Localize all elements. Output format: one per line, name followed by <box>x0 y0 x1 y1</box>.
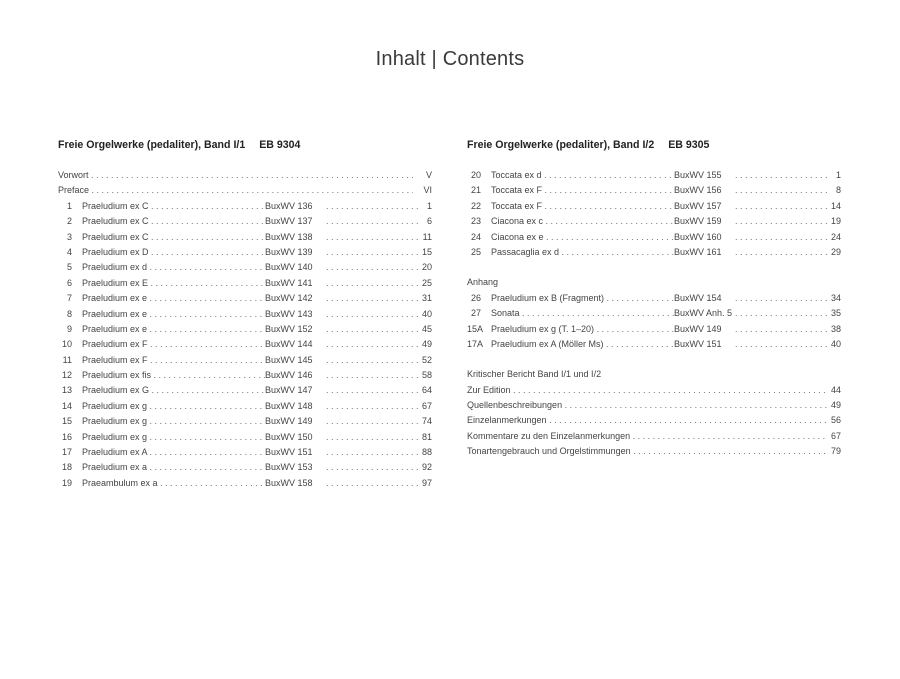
entry-page: 49 <box>830 400 841 411</box>
entry-page: 20 <box>421 262 432 273</box>
entry-catalogue-number: BuxWV 138 <box>265 231 313 242</box>
entry-number: 14 <box>61 400 72 411</box>
entry-page: 40 <box>421 308 432 319</box>
entry-number: 2 <box>66 216 72 227</box>
toc-row <box>58 214 432 229</box>
dot-leader <box>326 245 418 260</box>
toc-row <box>58 245 432 260</box>
entry-page: 11 <box>422 231 432 242</box>
dot-leader <box>326 414 418 429</box>
entry-catalogue-number: BuxWV 154 <box>674 292 722 303</box>
entry-page: 88 <box>421 447 432 458</box>
entry-title: Kommentare zu den Einzelanmerkungen . . . <box>467 429 827 444</box>
entry-catalogue-number: BuxWV 140 <box>265 262 313 273</box>
toc-row <box>58 337 432 352</box>
entry-title: Toccata ex F . . . <box>491 183 674 198</box>
entry-title: Tonartengebrauch und Orgelstimmungen . . . <box>467 444 827 459</box>
toc-row <box>58 168 432 183</box>
entry-catalogue-number: BuxWV 137 <box>265 216 313 227</box>
entry-page: 92 <box>421 462 432 473</box>
entry-title: Praeludium ex e . . . <box>82 322 265 337</box>
entry-title: Praeambulum ex a . . . <box>82 476 265 491</box>
dot-leader <box>326 337 418 352</box>
entry-page: 58 <box>421 370 432 381</box>
critical-report-label: Kritischer Bericht Band I/1 und I/2 <box>467 369 602 380</box>
toc-row <box>467 306 841 321</box>
entry-catalogue-number: BuxWV 151 <box>265 447 313 458</box>
entry-title: Praeludium ex A . . . <box>82 445 265 460</box>
entry-page: 97 <box>421 477 432 488</box>
dot-leader <box>735 337 827 352</box>
dot-leader <box>326 430 418 445</box>
entry-title: Praeludium ex C . . . <box>82 199 265 214</box>
entry-title: Praeludium ex g (T. 1–20) . . . <box>491 322 674 337</box>
toc-row <box>58 445 432 460</box>
entry-catalogue-number: BuxWV 158 <box>265 477 313 488</box>
dot-leader <box>326 322 418 337</box>
dot-leader <box>326 353 418 368</box>
entry-catalogue-number: BuxWV 157 <box>674 200 722 211</box>
entry-title: Praeludium ex fis . . . <box>82 368 265 383</box>
toc-row <box>58 291 432 306</box>
dot-leader <box>326 445 418 460</box>
dot-leader <box>735 230 827 245</box>
entry-page: 6 <box>426 216 432 227</box>
entry-number: 6 <box>66 277 72 288</box>
toc-row <box>467 337 841 352</box>
toc-row <box>58 260 432 275</box>
entry-catalogue-number: BuxWV 147 <box>265 385 313 396</box>
entry-title: Praeludium ex e . . . <box>82 291 265 306</box>
entry-page: 64 <box>421 385 432 396</box>
toc-row <box>58 183 432 198</box>
entry-page: 8 <box>835 185 841 196</box>
toc-column-band-1-2 <box>467 138 841 460</box>
entry-page: 19 <box>830 216 841 227</box>
toc-row <box>467 245 841 260</box>
entry-number: 10 <box>61 339 72 350</box>
entry-number: 25 <box>470 246 481 257</box>
entry-title: Quellenbeschreibungen . . . <box>467 398 827 413</box>
entry-title: Praeludium ex G . . . <box>82 383 265 398</box>
dot-leader <box>326 476 418 491</box>
toc-row <box>58 230 432 245</box>
entry-number: 23 <box>470 216 481 227</box>
toc-row <box>58 430 432 445</box>
entry-page: 1 <box>426 200 432 211</box>
entry-number: 27 <box>470 308 481 319</box>
critical-report-list <box>467 383 841 460</box>
toc-row <box>58 307 432 322</box>
toc-row <box>467 429 841 444</box>
toc-row <box>467 398 841 413</box>
entry-catalogue-number: BuxWV 146 <box>265 370 313 381</box>
front-matter-list <box>58 168 432 199</box>
entry-page: 1 <box>835 170 841 180</box>
entry-title: Praeludium ex g . . . <box>82 414 265 429</box>
dot-leader <box>326 399 418 414</box>
toc-row <box>467 199 841 214</box>
entry-number: 8 <box>66 308 72 319</box>
toc-row <box>58 276 432 291</box>
entry-page: 35 <box>830 308 841 319</box>
entry-page: 29 <box>830 246 841 257</box>
entry-title: Praeludium ex F . . . <box>82 353 265 368</box>
appendix-label: Anhang <box>467 277 499 288</box>
entry-page: VI <box>423 185 432 196</box>
dot-leader <box>735 199 827 214</box>
entry-catalogue-number: BuxWV 156 <box>674 185 722 196</box>
entry-catalogue-number: BuxWV 161 <box>674 246 722 257</box>
entry-title: Praeludium ex g . . . <box>82 399 265 414</box>
entry-number: 7 <box>66 293 72 304</box>
entry-number: 17A <box>467 338 484 349</box>
entry-page: 34 <box>830 292 841 303</box>
toc-row <box>467 183 841 198</box>
entry-title: Toccata ex d . . . <box>491 168 674 183</box>
entry-number: 17 <box>61 447 72 458</box>
entry-catalogue-number: BuxWV 148 <box>265 400 313 411</box>
entry-number: 4 <box>66 246 72 257</box>
dot-leader <box>326 383 418 398</box>
toc-row <box>467 383 841 398</box>
edition-code: EB 9305 <box>668 139 710 151</box>
toc-row <box>467 214 841 229</box>
entry-page: 38 <box>830 323 841 334</box>
entry-number: 20 <box>470 170 481 180</box>
entry-page: 24 <box>830 231 841 242</box>
dot-leader <box>326 460 418 475</box>
entry-page: 44 <box>830 384 841 395</box>
entry-page: 15 <box>421 246 432 257</box>
toc-row <box>467 444 841 459</box>
toc-row <box>467 230 841 245</box>
toc-row <box>58 322 432 337</box>
entry-title: Sonata . . . <box>491 306 674 321</box>
entry-page: 67 <box>830 430 841 441</box>
works-list <box>58 199 432 491</box>
entry-number: 9 <box>66 323 72 334</box>
dot-leader <box>735 306 827 321</box>
entry-number: 1 <box>66 200 72 211</box>
toc-row <box>467 322 841 337</box>
entry-catalogue-number: BuxWV 155 <box>674 170 722 180</box>
entry-title: Preface . . . <box>58 183 413 198</box>
entry-catalogue-number: BuxWV 153 <box>265 462 313 473</box>
column-heading <box>58 138 432 152</box>
entry-number: 12 <box>61 370 72 381</box>
dot-leader <box>326 307 418 322</box>
dot-leader <box>735 168 827 183</box>
entry-catalogue-number: BuxWV 149 <box>674 323 722 334</box>
entry-number: 11 <box>62 354 72 365</box>
entry-page: 25 <box>421 277 432 288</box>
entry-page: 14 <box>830 200 841 211</box>
page-title: Inhalt | Contents <box>375 48 525 70</box>
toc-row <box>58 414 432 429</box>
entry-page: 45 <box>421 323 432 334</box>
entry-title: Toccata ex F . . . <box>491 199 674 214</box>
entry-page: 79 <box>830 446 841 457</box>
dot-leader <box>735 322 827 337</box>
toc-column-band-1-1 <box>58 138 432 491</box>
entry-page: 81 <box>421 431 432 442</box>
entry-catalogue-number: BuxWV 143 <box>265 308 313 319</box>
entry-catalogue-number: BuxWV 144 <box>265 339 313 350</box>
toc-row <box>467 168 841 183</box>
entry-number: 26 <box>470 292 481 303</box>
entry-page: 40 <box>830 338 841 349</box>
dot-leader <box>735 183 827 198</box>
entry-title: Praeludium ex e . . . <box>82 307 265 322</box>
toc-row <box>467 413 841 428</box>
entry-page: 67 <box>421 400 432 411</box>
dot-leader <box>326 199 418 214</box>
entry-title: Praeludium ex D . . . <box>82 245 265 260</box>
volume-title: Freie Orgelwerke (pedaliter), Band I/2 <box>467 139 655 151</box>
entry-title: Praeludium ex g . . . <box>82 430 265 445</box>
toc-row <box>58 353 432 368</box>
entry-number: 18 <box>61 462 72 473</box>
entry-catalogue-number: BuxWV 160 <box>674 231 722 242</box>
entry-number: 24 <box>470 231 481 242</box>
entry-catalogue-number: BuxWV 152 <box>265 323 313 334</box>
works-list <box>467 168 841 260</box>
dot-leader <box>326 260 418 275</box>
toc-row <box>58 476 432 491</box>
entry-title: Einzelanmerkungen . . . <box>467 413 827 428</box>
dot-leader <box>326 230 418 245</box>
entry-catalogue-number: BuxWV 136 <box>265 200 313 211</box>
column-heading <box>467 138 841 152</box>
dot-leader <box>326 291 418 306</box>
entry-catalogue-number: BuxWV 150 <box>265 431 313 442</box>
entry-title: Passacaglia ex d . . . <box>491 245 674 260</box>
toc-row <box>58 383 432 398</box>
entry-number: 19 <box>61 477 72 488</box>
entry-number: 5 <box>66 262 72 273</box>
entry-title: Praeludium ex B (Fragment) . . . <box>491 291 674 306</box>
entry-page: 31 <box>421 293 432 304</box>
dot-leader <box>735 291 827 306</box>
entry-title: Praeludium ex A (Möller Ms) . . . <box>491 337 674 352</box>
entry-catalogue-number: BuxWV 141 <box>265 277 313 288</box>
entry-page: 74 <box>421 416 432 427</box>
entry-number: 15A <box>467 323 484 334</box>
entry-catalogue-number: BuxWV 151 <box>674 338 722 349</box>
entry-title: Vorwort . . . <box>58 168 413 183</box>
appendix-list <box>467 291 841 353</box>
volume-title: Freie Orgelwerke (pedaliter), Band I/1 <box>58 139 246 151</box>
edition-code: EB 9304 <box>259 139 301 151</box>
dot-leader <box>735 245 827 260</box>
entry-title: Ciacona ex c . . . <box>491 214 674 229</box>
dot-leader <box>326 276 418 291</box>
entry-catalogue-number: BuxWV 139 <box>265 246 313 257</box>
entry-title: Praeludium ex C . . . <box>82 214 265 229</box>
entry-number: 3 <box>66 231 72 242</box>
entry-number: 21 <box>470 185 481 196</box>
entry-catalogue-number: BuxWV 142 <box>265 293 313 304</box>
entry-number: 15 <box>61 416 72 427</box>
entry-title: Praeludium ex C . . . <box>82 230 265 245</box>
toc-row <box>58 399 432 414</box>
entry-title: Ciacona ex e . . . <box>491 230 674 245</box>
dot-leader <box>326 368 418 383</box>
entry-page: 52 <box>421 354 432 365</box>
entry-title: Praeludium ex a . . . <box>82 460 265 475</box>
entry-page: V <box>425 170 432 180</box>
entry-number: 16 <box>61 431 72 442</box>
toc-row <box>58 460 432 475</box>
dot-leader <box>326 214 418 229</box>
entry-catalogue-number: BuxWV 149 <box>265 416 313 427</box>
entry-catalogue-number: BuxWV 145 <box>265 354 313 365</box>
entry-title: Zur Edition . . . <box>467 383 827 398</box>
entry-page: 49 <box>421 339 432 350</box>
entry-page: 56 <box>830 415 841 426</box>
toc-row <box>58 199 432 214</box>
dot-leader <box>735 214 827 229</box>
toc-row <box>58 368 432 383</box>
entry-title: Praeludium ex E . . . <box>82 276 265 291</box>
entry-number: 22 <box>470 200 481 211</box>
entry-number: 13 <box>61 385 72 396</box>
entry-title: Praeludium ex d . . . <box>82 260 265 275</box>
entry-title: Praeludium ex F . . . <box>82 337 265 352</box>
toc-row <box>467 291 841 306</box>
entry-catalogue-number: BuxWV Anh. 5 <box>674 308 733 319</box>
entry-catalogue-number: BuxWV 159 <box>674 216 722 227</box>
